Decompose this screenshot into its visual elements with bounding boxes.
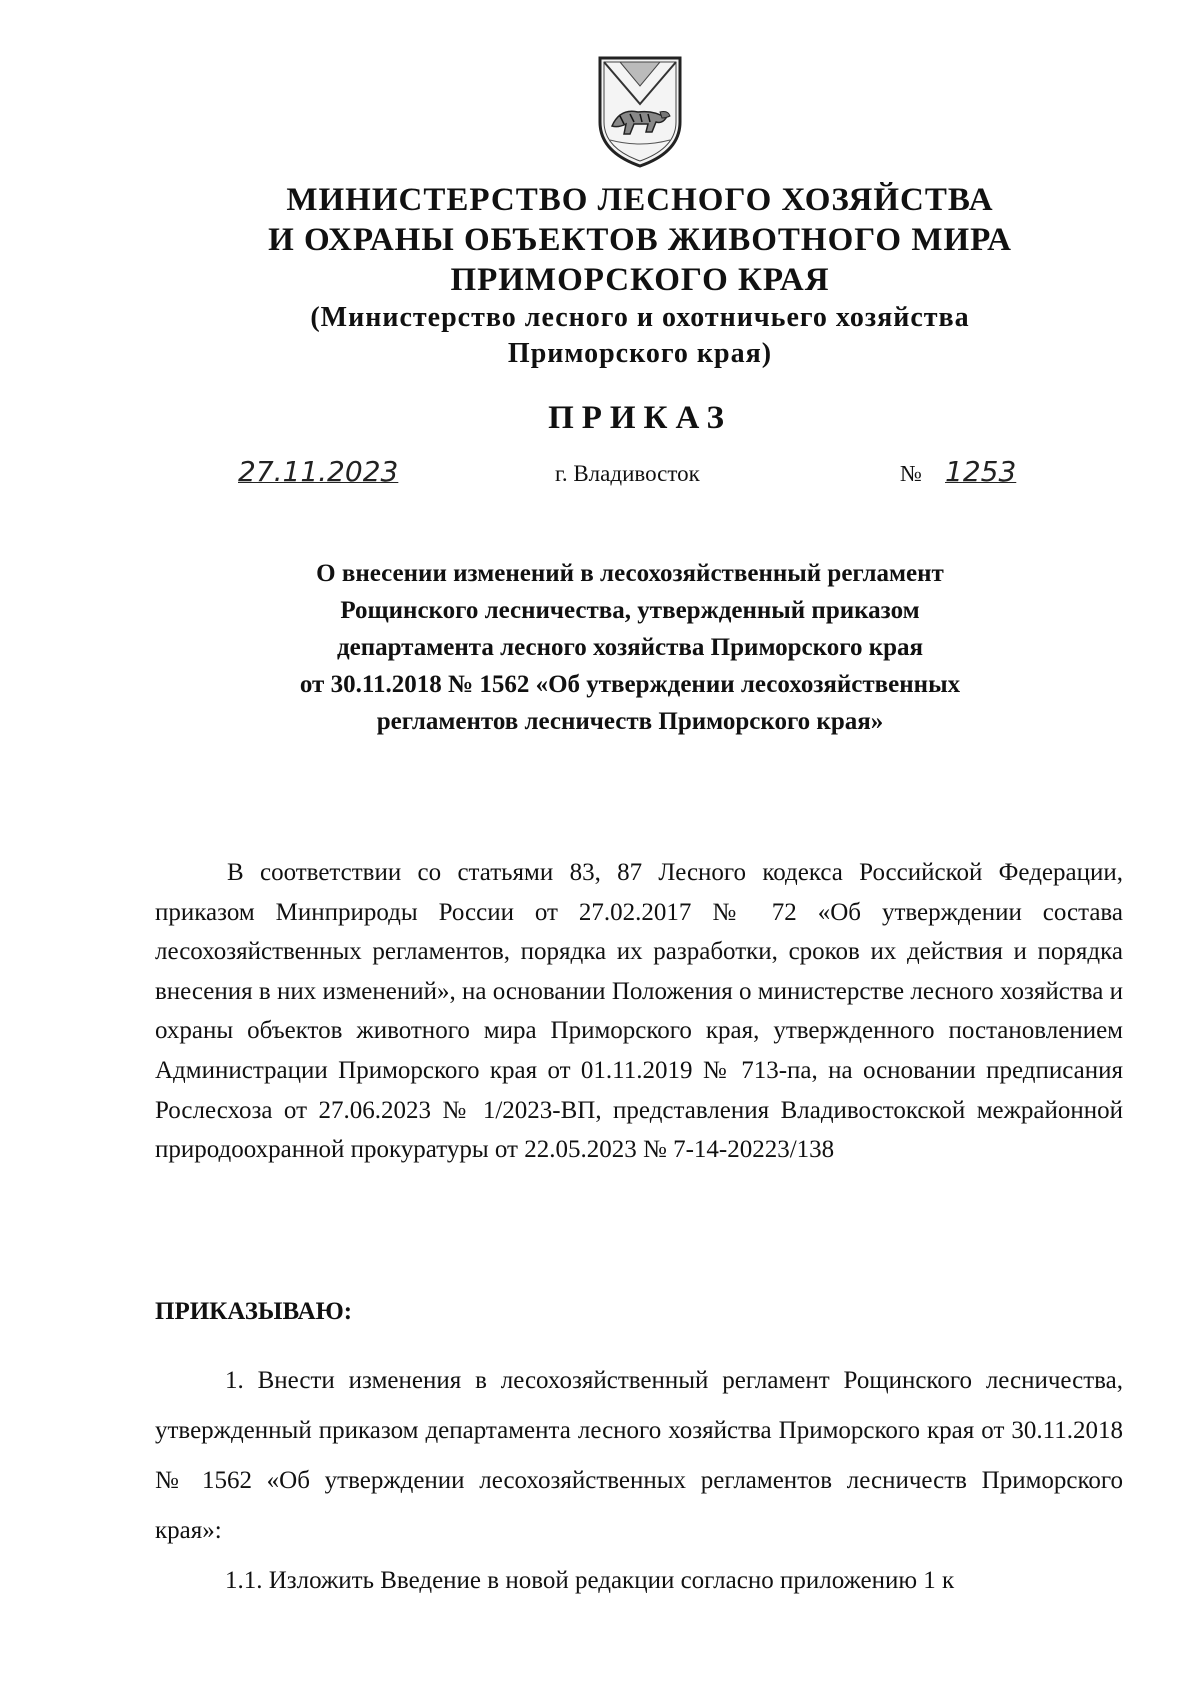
orders-label: ПРИКАЗЫВАЮ:	[155, 1298, 353, 1325]
city-label: г. Владивосток	[555, 461, 700, 486]
date-city-number-row	[0, 455, 1200, 495]
order-item-1: 1. Внести изменения в лесохозяйственный регламент Рощинского лесничества, утвержденный приказом департамента лесного хозяйства Приморского края от 30.11.2018 № 1562 «Об утверждении лесохозяйственных регламентов лесничеств Приморского края»:	[155, 1367, 1123, 1544]
handwritten-number: 1253	[945, 455, 1017, 488]
org-short-name-line-2: Приморского края)	[507, 338, 773, 369]
preamble-block	[155, 853, 1123, 1170]
subject-line: регламентов лесничеств Приморского края»	[376, 708, 884, 735]
coat-of-arms-icon	[590, 52, 690, 170]
document-type-title: ПРИКАЗ	[548, 400, 732, 436]
subject-line: департамента лесного хозяйства Приморского края	[336, 634, 924, 661]
org-short-name-line-1: (Министерство лесного и охотничьего хозяйства	[310, 302, 970, 333]
number-sign: №	[900, 461, 922, 486]
organization-header	[0, 180, 1200, 372]
org-name-line-1: МИНИСТЕРСТВО ЛЕСНОГО ХОЗЯЙСТВА	[286, 182, 994, 218]
subject-line: от 30.11.2018 № 1562 «Об утверждении лесохозяйственных	[299, 671, 961, 698]
order-item-1-1: 1.1. Изложить Введение в новой редакции согласно приложению 1 к	[225, 1567, 955, 1594]
org-name-line-3: ПРИМОРСКОГО КРАЯ	[450, 262, 830, 298]
preamble-paragraph: В соответствии со статьями 83, 87 Лесного кодекса Российской Федерации, приказом Минприроды России от 27.02.2017 № 72 «Об утверждении состава лесохозяйственных регламентов, порядка их разработки, сроков их действия и порядка внесения в них изменений», на основании Положения о министерстве лесного хозяйства и охраны объектов животного мира Приморского края, утвержденного постановлением Администрации Приморского края от 01.11.2019 № 713-па, на основании предписания Рослесхоза от 27.06.2023 № 1/2023-ВП, представления Владивостокской межрайонной природоохранной прокуратуры от 22.05.2023 № 7-14-20223/138	[155, 859, 1123, 1164]
subject-line: Рощинского лесничества, утвержденный приказом	[340, 597, 920, 624]
org-name-line-2: И ОХРАНЫ ОБЪЕКТОВ ЖИВОТНОГО МИРА	[268, 222, 1012, 258]
handwritten-date: 27.11.2023	[238, 455, 399, 488]
subject-line: О внесении изменений в лесохозяйственный регламент	[316, 560, 944, 587]
order-items	[155, 1356, 1123, 1606]
document-subject	[0, 555, 1200, 740]
